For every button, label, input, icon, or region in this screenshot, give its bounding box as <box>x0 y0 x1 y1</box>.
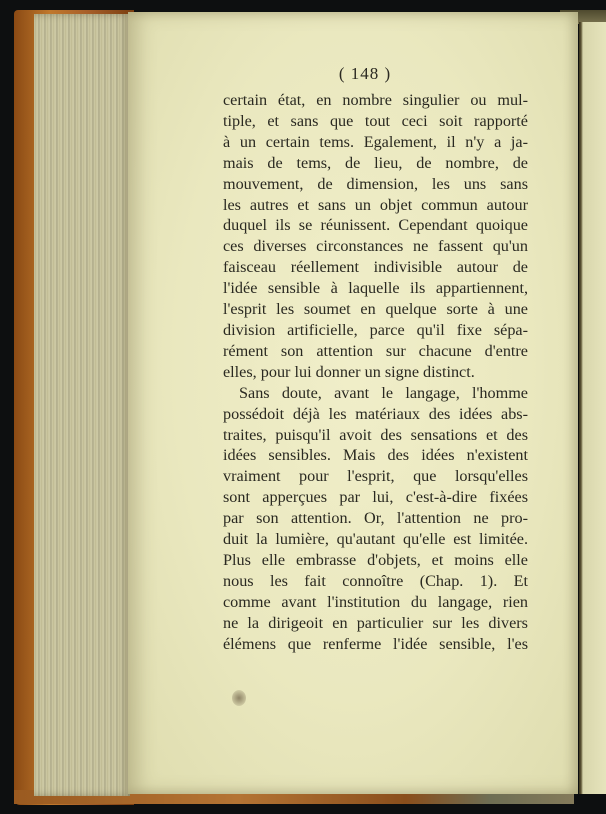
text-line: Sans doute, avant le langage, l'homme <box>239 383 528 402</box>
page-edges <box>34 14 130 796</box>
text-line: ces diverses circonstances ne fassent qu'un <box>223 237 528 256</box>
text-line: mais de tems, de lieu, de nombre, de <box>223 153 528 172</box>
paper-stain <box>232 690 246 706</box>
text-line: faisceau réellement indivisible autour de <box>223 258 528 277</box>
text-line: l'idée sensible à laquelle ils appartiennent, <box>223 279 528 298</box>
text-line: idées sensibles. Mais des idées n'existent <box>223 446 528 465</box>
text-line: tiple, et sans que tout ceci soit rapporté <box>223 111 528 130</box>
text-line: l'esprit les soumet en quelque sorte à une <box>223 300 528 319</box>
text-line: rément son attention sur chacune d'entre <box>223 341 528 360</box>
text-line: possédoit déjà les matériaux des idées abs- <box>223 404 528 423</box>
body-text <box>223 90 528 654</box>
text-line: à un certain tems. Egalement, il n'y a ja- <box>223 132 528 151</box>
text-line: duquel ils se réunissent. Cependant quoique <box>223 216 528 235</box>
text-line: division artificielle, parce qu'il fixe sépa- <box>223 320 528 339</box>
text-line: vraiment pour l'esprit, que lorsqu'elles <box>223 467 528 486</box>
text-line: sont apperçues par lui, c'est-à-dire fixées <box>223 488 528 507</box>
text-line: ne la dirigeoit en particulier sur les divers <box>223 613 528 632</box>
text-line: comme avant l'institution du langage, rien <box>223 592 528 611</box>
text-line: élémens que renferme l'idée sensible, l'es <box>223 634 528 653</box>
text-line: traites, puisqu'il avoit des sensations et des <box>223 425 528 444</box>
text-line: mouvement, de dimension, les uns sans <box>223 174 528 193</box>
text-line: Plus elle embrasse d'objets, et moins elle <box>223 550 528 569</box>
page-number: ( 148 ) <box>338 64 392 83</box>
text-line: duit la lumière, qu'autant qu'elle est limitée. <box>223 530 528 549</box>
facing-page-edge <box>579 22 606 794</box>
text-line: certain état, en nombre singulier ou mul- <box>223 91 528 109</box>
text-line: elles, pour lui donner un signe distinct. <box>223 362 475 381</box>
text-line: nous les fait connoître (Chap. 1). Et <box>223 571 528 590</box>
text-line: par son attention. Or, l'attention ne pro- <box>223 509 528 528</box>
text-line: les autres et sans un objet commun autour <box>223 195 528 214</box>
